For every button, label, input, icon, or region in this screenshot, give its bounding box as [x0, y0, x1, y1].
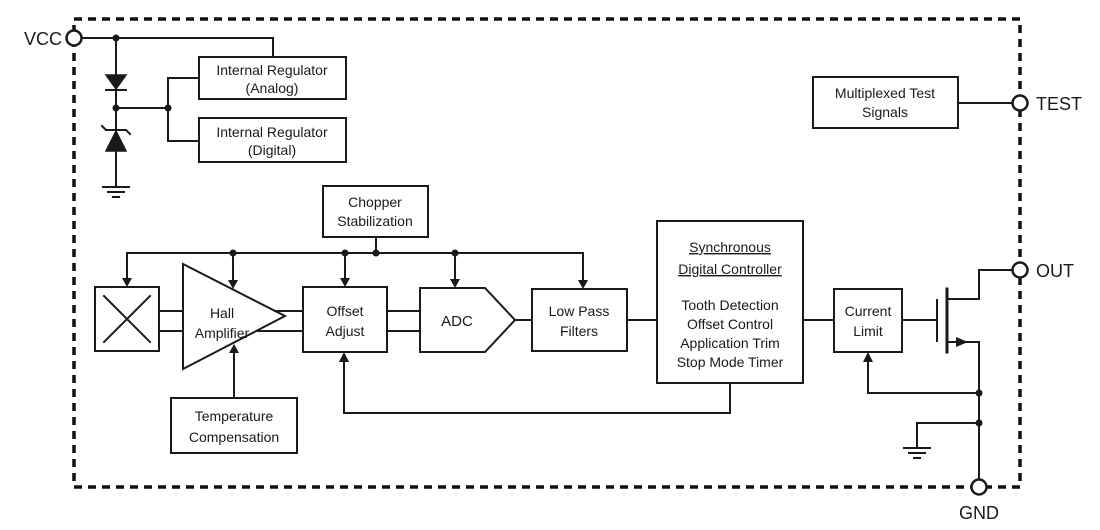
- test-pin: [1013, 94, 1083, 114]
- block-multiplexed-test-signals: [813, 77, 1013, 128]
- block-label: Temperature: [194, 408, 274, 424]
- wire: [917, 423, 979, 448]
- block-label: Internal Regulator: [216, 62, 328, 78]
- block-label: ADC: [441, 313, 473, 330]
- block-label: Adjust: [325, 323, 365, 339]
- block-label: Hall: [209, 305, 235, 321]
- block-label: Internal Regulator: [216, 124, 328, 140]
- block-box: [834, 289, 902, 352]
- hall-element-icon: [95, 287, 159, 351]
- zener-body: [106, 131, 126, 151]
- diode-icon: [106, 75, 126, 90]
- block-label: Amplifier: [194, 325, 250, 341]
- source-arrow-icon: [956, 337, 968, 347]
- block-box: [532, 289, 627, 351]
- drain-wire: [947, 270, 1013, 299]
- block-label: (Digital): [247, 142, 297, 158]
- vcc-pin-label: VCC: [23, 29, 62, 49]
- block-label: Chopper: [348, 194, 402, 210]
- block-current-limit: [834, 289, 902, 352]
- arrow-down-icon: [122, 278, 132, 287]
- block-label: Stabilization: [337, 213, 413, 229]
- vcc-pin: [24, 29, 82, 49]
- block-label: Current: [844, 303, 892, 319]
- controller-function: Stop Mode Timer: [676, 354, 784, 370]
- block-label: Offset: [326, 303, 364, 319]
- arrow-up-icon: [339, 352, 349, 362]
- block-offset-adjust: [303, 287, 387, 352]
- block-label: Low Pass: [548, 303, 610, 319]
- gnd-pin-circle: [972, 480, 987, 495]
- block-label: Multiplexed Test: [834, 85, 936, 101]
- out-pin-circle: [1013, 263, 1028, 278]
- nmos-transistor-icon: [902, 270, 1013, 352]
- zener-diode-icon: [102, 126, 130, 151]
- test-pin-label: TEST: [1036, 94, 1083, 114]
- controller-function: Tooth Detection: [681, 297, 779, 313]
- block-title: Synchronous: [689, 239, 771, 255]
- output-net: [863, 342, 983, 480]
- arrow-down-icon: [450, 279, 460, 288]
- block-box: [303, 287, 387, 352]
- block-label: Signals: [862, 104, 908, 120]
- block-label: Filters: [559, 323, 599, 339]
- vcc-pin-circle: [67, 31, 82, 46]
- block-adc: [420, 288, 515, 352]
- block-low-pass-filters: [532, 289, 627, 351]
- gnd-pin-label: GND: [959, 503, 999, 523]
- block-internal-regulator-analog: [199, 57, 346, 99]
- out-pin: [1013, 261, 1075, 281]
- block-title: Digital Controller: [678, 261, 782, 277]
- ground-icon: [904, 448, 930, 458]
- block-synchronous-digital-controller: [657, 221, 803, 383]
- block-internal-regulator-digital: [199, 118, 346, 162]
- wire: [868, 361, 979, 393]
- arrow-up-icon: [863, 352, 873, 362]
- ground-icon: [103, 187, 129, 197]
- test-pin-circle: [1013, 96, 1028, 111]
- diode-body: [106, 75, 126, 89]
- arrow-down-icon: [578, 280, 588, 289]
- block-label: (Analog): [245, 80, 299, 96]
- block-label: Limit: [853, 323, 883, 339]
- gnd-pin: [959, 480, 999, 524]
- controller-function: Offset Control: [686, 316, 774, 332]
- block-label: Compensation: [188, 429, 280, 445]
- block-chopper-stabilization: [323, 186, 428, 237]
- controller-function: Application Trim: [680, 335, 780, 351]
- out-pin-label: OUT: [1036, 261, 1074, 281]
- arrow-down-icon: [340, 278, 350, 287]
